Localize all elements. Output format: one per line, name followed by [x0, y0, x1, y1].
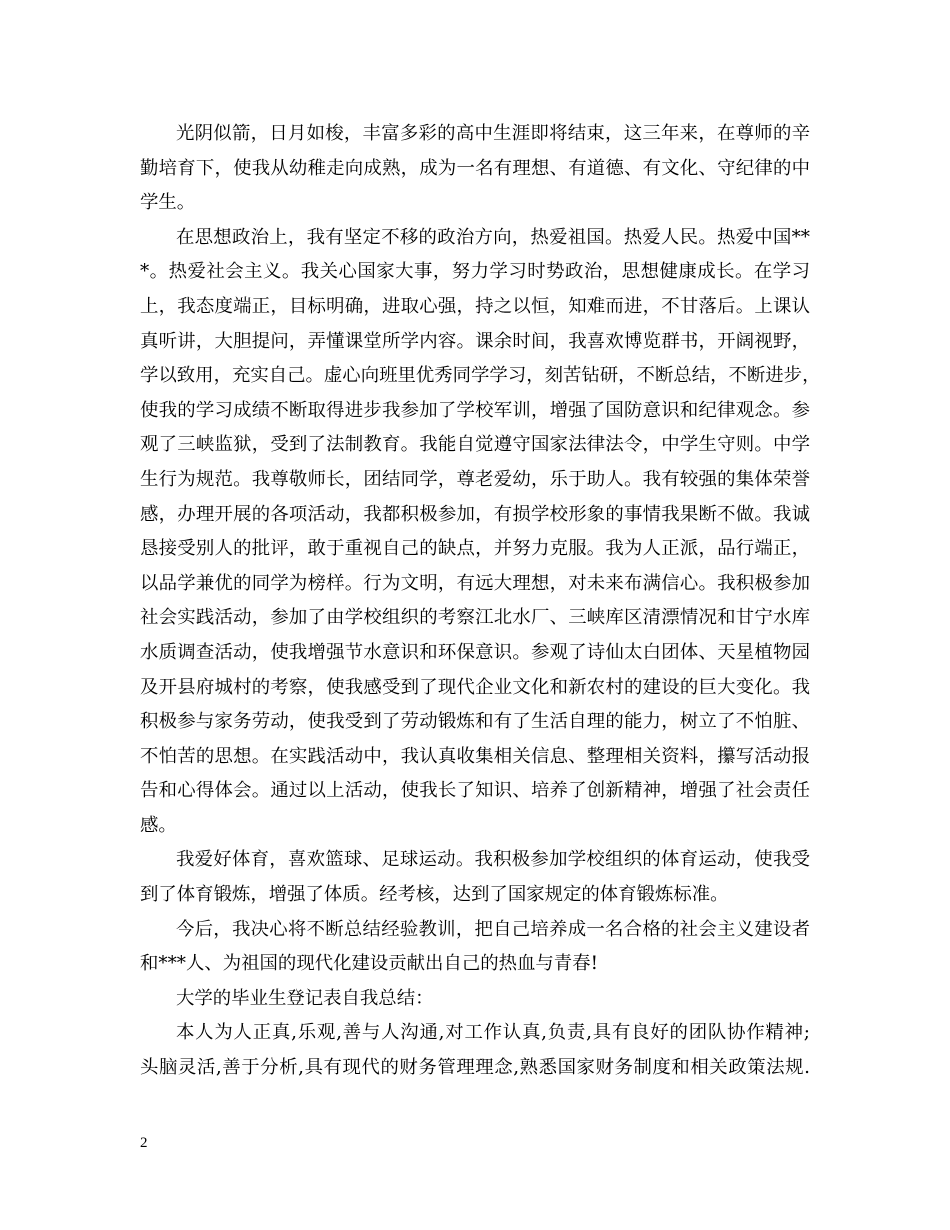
text-line: 勤培育下，使我从幼稚走向成熟，成为一名有理想、有道德、有文化、守纪律的中: [140, 157, 810, 179]
text-line: 大学的毕业生登记表自我总结：: [176, 987, 434, 1009]
text-line: 以品学兼优的同学为榜样。行为文明，有远大理想，对未来布满信心。我积极参加: [140, 572, 810, 594]
text-line: 感。: [140, 814, 177, 836]
text-line: 水质调查活动，使我增强节水意识和环保意识。参观了诗仙太白团体、天星植物园: [140, 641, 810, 663]
text-line: 真听讲，大胆提问，弄懂课堂所学内容。课余时间，我喜欢博览群书，开阔视野，: [140, 330, 810, 352]
text-line: *。热爱社会主义。我关心国家大事，努力学习时势政治，思想健康成长。在学习: [140, 261, 810, 283]
text-line: 学以致用，充实自己。虚心向班里优秀同学学习，刻苦钻研，不断总结，不断进步，: [140, 365, 821, 387]
page-number: 2: [140, 1135, 148, 1151]
document-body: [140, 117, 821, 1086]
text-line: 不怕苦的思想。在实践活动中，我认真收集相关信息、整理相关资料，攥写活动报: [140, 745, 810, 767]
text-line: 和***人、为祖国的现代化建设贡献出自己的热血与青春!: [140, 953, 598, 975]
text-line: 生行为规范。我尊敬师长，团结同学，尊老爱幼，乐于助人。我有较强的集体荣誉: [140, 468, 810, 490]
text-line: 及开县府城村的考察，使我感受到了现代企业文化和新农村的建设的巨大变化。我: [140, 676, 810, 698]
text-line: 感，办理开展的各项活动，我都积极参加，有损学校形象的事情我果断不做。我诚: [140, 503, 810, 525]
text-line: 本人为人正真,乐观,善与人沟通,对工作认真,负责,具有良好的团队协作精神;: [176, 1022, 810, 1044]
text-line: 到了体育锻炼，增强了体质。经考核，达到了国家规定的体育锻炼标准。: [140, 884, 729, 906]
text-line: 光阴似箭，日月如梭，丰富多彩的高中生涯即将结束，这三年来，在尊师的辛: [176, 123, 810, 144]
text-line: 学生。: [140, 192, 196, 214]
text-line: 告和心得体会。通过以上活动，使我长了知识、培养了创新精神，增强了社会责任: [140, 780, 810, 802]
text-line: 上，我态度端正，目标明确，进取心强，持之以恒，知难而进，不甘落后。上课认: [140, 295, 810, 317]
text-line: 今后，我决心将不断总结经验教训，把自己培养成一名合格的社会主义建设者: [176, 918, 810, 940]
text-line: 在思想政治上，我有坚定不移的政治方向，热爱祖国。热爱人民。热爱中国**: [176, 226, 810, 248]
text-line: 社会实践活动，参加了由学校组织的考察江北水厂、三峡库区清漂情况和甘宁水库: [140, 607, 810, 629]
text-line: 我爱好体育，喜欢篮球、足球运动。我积极参加学校组织的体育运动，使我受: [176, 849, 810, 871]
text-line: 积极参与家务劳动，使我受到了劳动锻炼和有了生活自理的能力，树立了不怕脏、: [140, 711, 810, 733]
text-line: 恳接受别人的批评，敢于重视自己的缺点，并努力克服。我为人正派，品行端正，: [140, 538, 810, 560]
text-line: 观了三峡监狱，受到了法制教育。我能自觉遵守国家法律法令，中学生守则。中学: [140, 434, 810, 456]
text-line: 头脑灵活,善于分析,具有现代的财务管理理念,熟悉国家财务制度和相关政策法规.: [140, 1057, 810, 1079]
text-line: 使我的学习成绩不断取得进步我参加了学校军训，增强了国防意识和纪律观念。参: [140, 399, 810, 421]
